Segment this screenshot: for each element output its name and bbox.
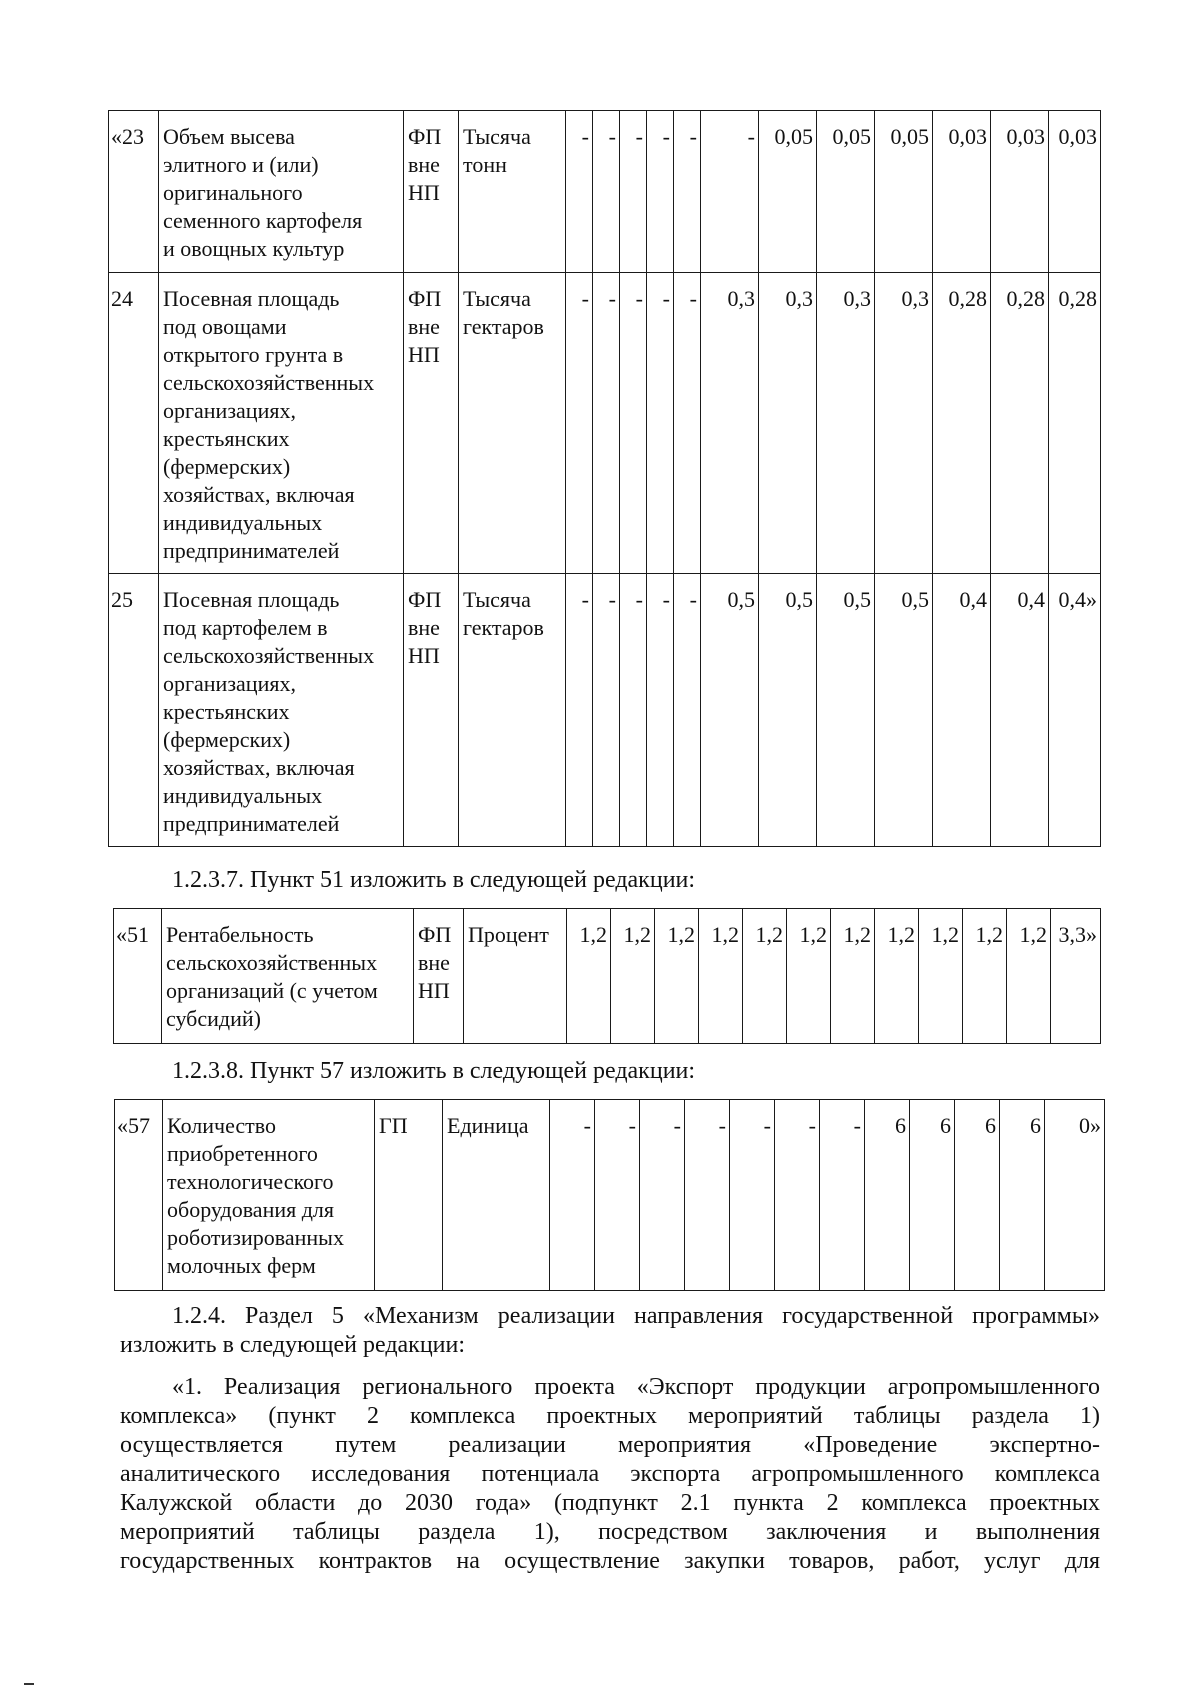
value-cell: - <box>730 1100 775 1291</box>
indicator-name-line: семенного картофеля <box>163 208 363 233</box>
value-cell: 0,05 <box>817 111 875 273</box>
value-cell: 1,2 <box>1007 909 1051 1044</box>
value-cell: - <box>647 111 674 273</box>
unit <box>443 1100 550 1291</box>
unit <box>459 574 566 847</box>
indicator-name-line: субсидий) <box>166 1006 261 1031</box>
indicator-name-line: Рентабельность <box>166 922 314 947</box>
row-number: «51 <box>114 909 162 1044</box>
value-cell: - <box>647 273 674 574</box>
indicator-name-line: Количество <box>167 1113 277 1138</box>
indicator-name-line: крестьянских <box>163 426 290 451</box>
value-cell: 1,2 <box>655 909 699 1044</box>
indicator-name-line: организациях, <box>163 671 296 696</box>
indicator-name-line: под картофелем в <box>163 615 328 640</box>
unit-line: тонн <box>463 152 507 177</box>
value-cell: - <box>620 574 647 847</box>
value-cell: - <box>593 574 620 847</box>
unit-line: Тысяча <box>463 124 531 149</box>
indicator-name-line: крестьянских <box>163 699 290 724</box>
row-number: 24 <box>109 273 159 574</box>
indicator-name-line: индивидуальных <box>163 510 323 535</box>
table-row <box>109 111 1101 273</box>
body-paragraph-line: государственных контрактов на осуществление закупки товаров, работ, услуг для <box>120 1548 1100 1574</box>
unit-line: гектаров <box>463 615 544 640</box>
value-cell: - <box>701 111 759 273</box>
indicator-name-line: хозяйствах, включая <box>163 482 355 507</box>
indicators-table-23-25 <box>108 110 1101 847</box>
value-cell: 0» <box>1045 1100 1105 1291</box>
unit <box>459 111 566 273</box>
indicators-table-51 <box>113 908 1101 1044</box>
value-cell: 0,03 <box>933 111 991 273</box>
value-cell: 0,3 <box>875 273 933 574</box>
indicator-type-line: вне <box>408 152 440 177</box>
body-paragraph-line: осуществляется путем реализации мероприятия «Проведение экспертно- <box>120 1432 1100 1458</box>
value-cell: 0,5 <box>759 574 817 847</box>
body-paragraph-line: мероприятий таблицы раздела 1), посредством заключения и выполнения <box>120 1519 1100 1545</box>
value-cell: 0,28 <box>933 273 991 574</box>
heading-item-57: 1.2.3.8. Пункт 57 изложить в следующей редакции: <box>172 1058 696 1084</box>
value-cell: 0,3 <box>701 273 759 574</box>
value-cell: - <box>620 111 647 273</box>
unit <box>459 273 566 574</box>
indicator-type-line: ФП <box>408 587 442 612</box>
value-cell: - <box>640 1100 685 1291</box>
value-cell: - <box>566 574 593 847</box>
value-cell: - <box>674 574 701 847</box>
value-cell: 0,5 <box>875 574 933 847</box>
indicator-name-line: сельскохозяйственных <box>163 643 375 668</box>
row-number: 25 <box>109 574 159 847</box>
indicator-type-line: НП <box>408 643 440 668</box>
indicator-name-line: (фермерских) <box>163 454 291 479</box>
value-cell: - <box>647 574 674 847</box>
indicator-name <box>163 1100 375 1291</box>
indicator-type <box>375 1100 443 1291</box>
value-cell: - <box>775 1100 820 1291</box>
table-row <box>114 909 1101 1044</box>
value-cell: - <box>566 111 593 273</box>
value-cell: - <box>593 111 620 273</box>
value-cell: 1,2 <box>919 909 963 1044</box>
value-cell: 1,2 <box>787 909 831 1044</box>
indicator-name-line: организаций (с учетом <box>166 978 378 1003</box>
indicator-name-line: под овощами <box>163 314 287 339</box>
indicator-type-line: ФП <box>418 922 452 947</box>
value-cell: 0,28 <box>991 273 1049 574</box>
value-cell: 6 <box>955 1100 1000 1291</box>
value-cell: - <box>620 273 647 574</box>
indicator-name <box>159 273 404 574</box>
value-cell: 0,5 <box>701 574 759 847</box>
value-cell: 1,2 <box>611 909 655 1044</box>
table-row <box>109 273 1101 574</box>
value-cell: 0,03 <box>991 111 1049 273</box>
value-cell: 6 <box>910 1100 955 1291</box>
indicator-name-line: и овощных культур <box>163 236 345 261</box>
section-1-2-4-line1: 1.2.4. Раздел 5 «Механизм реализации направления государственной программы» <box>172 1303 1100 1329</box>
body-paragraph-line: комплекса» (пункт 2 комплекса проектных мероприятий таблицы раздела 1) <box>120 1403 1100 1429</box>
value-cell: 0,3 <box>817 273 875 574</box>
value-cell: 1,2 <box>963 909 1007 1044</box>
value-cell: 0,4 <box>933 574 991 847</box>
value-cell: - <box>820 1100 865 1291</box>
indicator-type <box>414 909 464 1044</box>
indicator-name-line: оборудования для <box>167 1197 335 1222</box>
value-cell: 0,5 <box>817 574 875 847</box>
indicator-name-line: молочных ферм <box>167 1253 316 1278</box>
unit-line: гектаров <box>463 314 544 339</box>
value-cell: - <box>674 273 701 574</box>
indicator-name-line: Объем высева <box>163 124 295 149</box>
indicator-name <box>159 111 404 273</box>
indicator-name-line: технологического <box>167 1169 334 1194</box>
indicator-name-line: оригинального <box>163 180 303 205</box>
value-cell: - <box>685 1100 730 1291</box>
value-cell: - <box>593 273 620 574</box>
indicator-name-line: сельскохозяйственных <box>163 370 375 395</box>
indicator-name-line: роботизированных <box>167 1225 344 1250</box>
value-cell: 1,2 <box>875 909 919 1044</box>
value-cell: 0,28 <box>1049 273 1101 574</box>
value-cell: 0,4» <box>1049 574 1101 847</box>
value-cell: 0,4 <box>991 574 1049 847</box>
indicator-name-line: сельскохозяйственных <box>166 950 378 975</box>
value-cell: - <box>674 111 701 273</box>
indicator-name <box>159 574 404 847</box>
unit-line: Тысяча <box>463 286 531 311</box>
body-paragraph-line: «1. Реализация регионального проекта «Экспорт продукции агропромышленного <box>172 1374 1100 1400</box>
value-cell: - <box>595 1100 640 1291</box>
indicator-type-line: вне <box>408 314 440 339</box>
indicator-type-line: ГП <box>379 1113 408 1138</box>
unit-line: Тысяча <box>463 587 531 612</box>
value-cell: 1,2 <box>831 909 875 1044</box>
indicator-name-line: элитного и (или) <box>163 152 319 177</box>
heading-item-51: 1.2.3.7. Пункт 51 изложить в следующей редакции: <box>172 867 696 893</box>
indicator-name-line: приобретенного <box>167 1141 318 1166</box>
body-paragraph-line: Калужской области до 2030 года» (подпункт 2.1 пункта 2 комплекса проектных <box>120 1490 1100 1516</box>
indicator-type-line: вне <box>418 950 450 975</box>
value-cell: 1,2 <box>699 909 743 1044</box>
indicator-name <box>162 909 414 1044</box>
unit-line: Процент <box>468 922 549 947</box>
body-paragraph <box>120 1373 1100 1576</box>
indicator-name-line: индивидуальных <box>163 783 323 808</box>
value-cell: 6 <box>1000 1100 1045 1291</box>
row-number: «23 <box>109 111 159 273</box>
value-cell: 3,3» <box>1051 909 1101 1044</box>
indicator-type-line: ФП <box>408 124 442 149</box>
table-row <box>115 1100 1105 1291</box>
value-cell: 0,05 <box>875 111 933 273</box>
indicator-type-line: вне <box>408 615 440 640</box>
unit <box>464 909 567 1044</box>
indicator-type <box>404 111 459 273</box>
indicator-type-line: НП <box>408 342 440 367</box>
indicator-name-line: (фермерских) <box>163 727 291 752</box>
indicator-name-line: предпринимателей <box>163 538 340 563</box>
indicator-type-line: НП <box>408 180 440 205</box>
indicator-name-line: хозяйствах, включая <box>163 755 355 780</box>
value-cell: 0,03 <box>1049 111 1101 273</box>
unit-line: Единица <box>447 1113 529 1138</box>
indicator-name-line: предпринимателей <box>163 811 340 836</box>
value-cell: 0,3 <box>759 273 817 574</box>
indicator-name-line: Посевная площадь <box>163 587 340 612</box>
indicator-name-line: Посевная площадь <box>163 286 340 311</box>
indicator-type <box>404 574 459 847</box>
indicator-type-line: НП <box>418 978 450 1003</box>
section-1-2-4 <box>120 1302 1100 1360</box>
row-number: «57 <box>115 1100 163 1291</box>
value-cell: - <box>566 273 593 574</box>
body-paragraph-line: аналитического исследования потенциала экспорта агропромышленного комплекса <box>120 1461 1100 1487</box>
indicator-name-line: организациях, <box>163 398 296 423</box>
indicators-table-57 <box>114 1099 1105 1291</box>
value-cell: - <box>550 1100 595 1291</box>
value-cell: 6 <box>865 1100 910 1291</box>
indicator-name-line: открытого грунта в <box>163 342 344 367</box>
indicator-type <box>404 273 459 574</box>
section-1-2-4-line2: изложить в следующей редакции: <box>120 1332 466 1358</box>
value-cell: 1,2 <box>743 909 787 1044</box>
value-cell: 1,2 <box>567 909 611 1044</box>
scan-mark <box>24 1683 34 1685</box>
indicator-type-line: ФП <box>408 286 442 311</box>
value-cell: 0,05 <box>759 111 817 273</box>
table-row <box>109 574 1101 847</box>
